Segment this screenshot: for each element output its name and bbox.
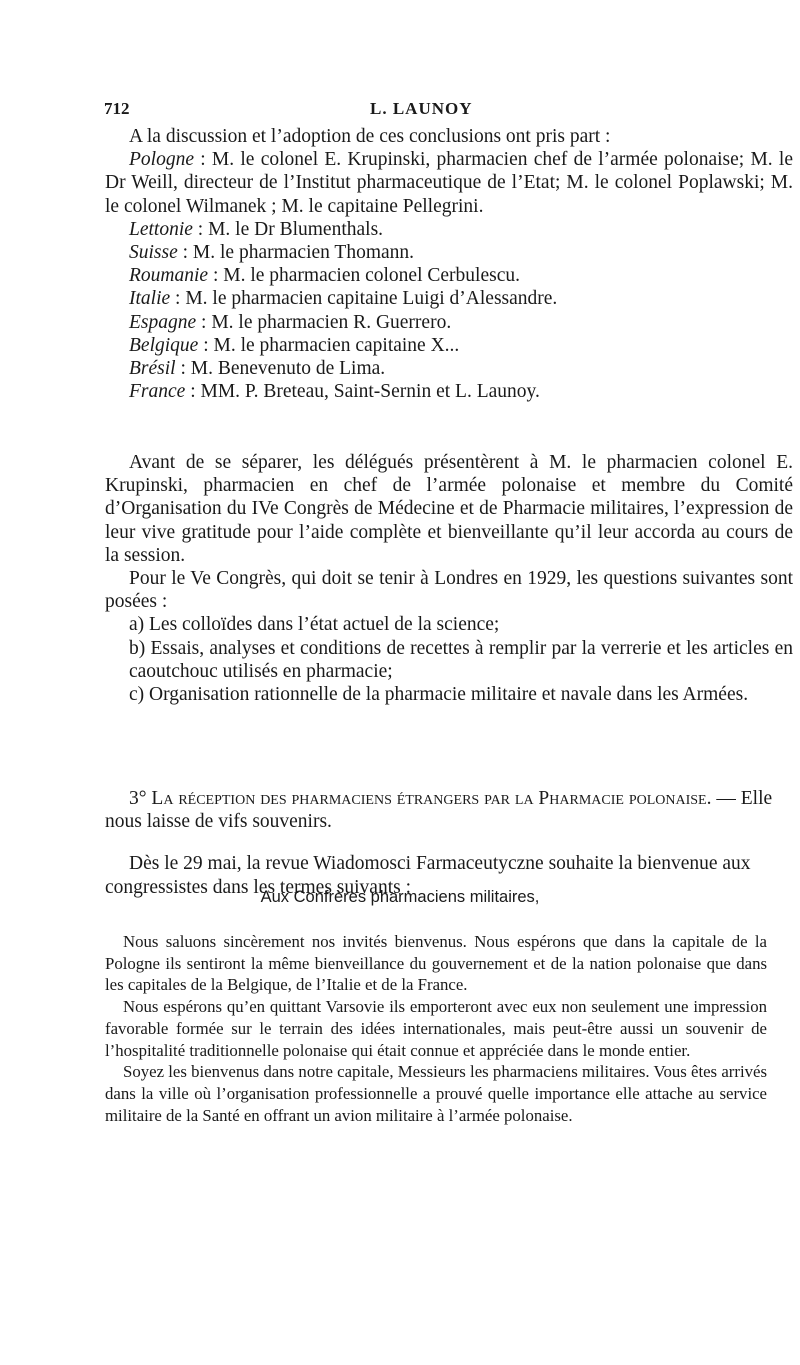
participant-line — [105, 357, 793, 380]
participant-line — [105, 218, 793, 241]
thanks-paragraph: Avant de se séparer, les délégués présentèrent à M. le pharmacien colonel E. Krupinski, pharmacien en chef de l’armée polonaise et membre du Comité d’Organisation du IVe Congrès de Médecine et de Pharmacie militaires, l’expression de leur vive gratitude pour l’aide complète et bienveillante qu’il leur accorda au cours de la session. — [105, 452, 793, 566]
section-heading: 3° La réception des pharmaciens étrangers par la Pharmacie polonaise. — [129, 787, 712, 809]
participant-line — [105, 148, 793, 218]
participant-country: Pologne — [129, 149, 194, 171]
quote-paragraph-1: Nous saluons sincèrement nos invités bienvenus. Nous espérons que dans la capitale de la Pologne ils sentiront la même bienveillance du gouvernement et de la nation polonaise que dans les capitales de la Belgique, de l’Italie et de la France. — [105, 932, 767, 995]
participant-names: : M. le pharmacien colonel Cerbulescu. — [208, 265, 520, 287]
participant-line — [105, 334, 793, 357]
participant-names: : M. le colonel E. Krupinski, pharmacien chef de l’armée polonaise; M. le Dr Weill, directeur de l’Institut pharmaceutique de l’Etat; M. le colonel Poplawski; M. le colonel Wilmanek ; M. le capitaine Pellegrini. — [105, 149, 793, 217]
participant-names: : MM. P. Breteau, Saint-Sernin et L. Launoy. — [185, 381, 540, 403]
participant-line — [105, 264, 793, 287]
participant-line — [105, 311, 793, 334]
quoted-letter — [105, 931, 767, 1126]
running-header — [0, 99, 800, 125]
running-head: L. LAUNOY — [370, 99, 473, 118]
question-item-c: c) Organisation rationnelle de la pharmacie militaire et navale dans les Armées. — [129, 684, 749, 706]
revue-paragraph: Dès le 29 mai, la revue Wiadomosci Farmaceutyczne souhaite la bienvenue aux congressistes dans les termes suivants : — [105, 853, 751, 898]
body-text — [105, 125, 793, 403]
question-item-b: b) Essais, analyses et conditions de recettes à remplir par la verrerie et les articles en caoutchouc utilisés en pharmacie; — [129, 637, 793, 682]
participant-line — [105, 287, 793, 310]
intro-paragraph: A la discussion et l’adoption de ces conclusions ont pris part : — [129, 126, 611, 147]
participant-names: : M. le pharmacien capitaine Luigi d’Alessandre. — [170, 288, 558, 310]
participants-list — [105, 148, 793, 403]
section-paragraph — [105, 787, 793, 833]
participant-country: Belgique — [129, 334, 199, 356]
quote-paragraph-3: Soyez les bienvenus dans notre capitale, Messieurs les pharmaciens militaires. Vous êtes arrivés dans la ville où l’organisation professionnelle a prouvé quelle importance elle attache au service militaire de la Santé en offrant un avion militaire à l’armée polonaise. — [105, 1062, 767, 1125]
participant-country: Lettonie — [129, 218, 193, 240]
participant-names: : M. Benevenuto de Lima. — [175, 358, 386, 380]
participant-names: : M. le pharmacien capitaine X... — [198, 334, 460, 356]
questions-list — [105, 613, 793, 706]
question-item-a: a) Les colloïdes dans l’état actuel de la science; — [129, 614, 500, 636]
participant-country: Brésil — [129, 358, 176, 380]
participant-line — [105, 241, 793, 264]
participant-country: Espagne — [129, 311, 197, 333]
quote-title: Aux Confrères pharmaciens militaires, — [260, 888, 540, 906]
participant-country: France — [129, 381, 186, 403]
section-text: — Elle nous laisse de vifs souvenirs. — [105, 787, 773, 832]
participant-line — [105, 380, 793, 403]
participant-country: Roumanie — [129, 265, 209, 287]
thanks-block — [105, 451, 793, 706]
participant-names: : M. le Dr Blumenthals. — [192, 218, 384, 240]
questions-paragraph: Pour le Ve Congrès, qui doit se tenir à Londres en 1929, les questions suivantes sont posées : — [105, 568, 793, 613]
participant-country: Suisse — [129, 242, 178, 264]
participant-names: : M. le pharmacien R. Guerrero. — [196, 311, 452, 333]
participant-country: Italie — [129, 288, 171, 310]
participant-names: : M. le pharmacien Thomann. — [177, 242, 415, 264]
quote-paragraph-2: Nous espérons qu’en quittant Varsovie ils emporteront avec eux non seulement une impression favorable formée sur le terrain des idées internationales, mais peut-être aussi un souvenir de l’hospitalité traditionnelle polonaise qui était connue et appréciée dans le monde entier. — [105, 997, 767, 1060]
page-number: 712 — [104, 99, 130, 118]
